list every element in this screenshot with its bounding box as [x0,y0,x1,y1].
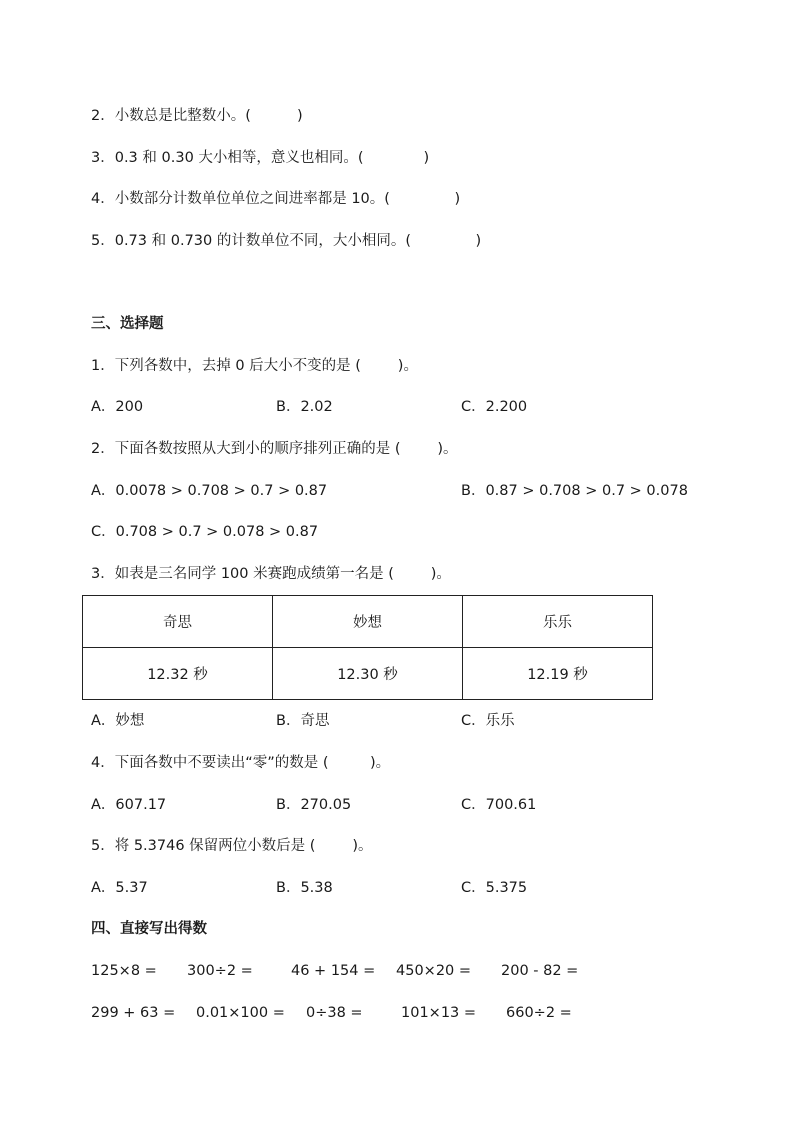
calc-item: 200 - 82 = [501,963,579,979]
question-4-option-a: A．607.17 [91,797,167,813]
judgement-item-2: 2．小数总是比整数小。( ) [91,108,303,124]
question-3-stem: 3．如表是三名同学 100 米赛跑成绩第一名是 ( )。 [91,566,451,582]
table-cell: 12.30 秒 [273,648,463,700]
table-header-cell: 奇思 [83,596,273,648]
question-2-stem: 2．下面各数按照从大到小的顺序排列正确的是 ( )。 [91,441,458,457]
question-4-option-c: C．700.61 [461,797,537,813]
section-heading-choice: 三、选择题 [91,316,164,332]
question-3-option-c: C．乐乐 [461,713,515,729]
question-3-option-b: B．奇思 [276,713,330,729]
judgement-item-5: 5．0.73 和 0.730 的计数单位不同，大小相同。( ) [91,233,482,249]
table-cell: 12.32 秒 [83,648,273,700]
calc-item: 450×20 = [396,963,472,979]
question-5-option-a: A．5.37 [91,880,148,896]
calc-item: 101×13 = [401,1005,477,1021]
table-header-cell: 乐乐 [463,596,653,648]
question-1-stem: 1．下列各数中，去掉 0 后大小不变的是 ( )。 [91,358,418,374]
calc-item: 0÷38 = [306,1005,363,1021]
question-5-option-b: B．5.38 [276,880,333,896]
table-row [83,596,653,648]
calc-item: 299 + 63 = [91,1005,176,1021]
judgement-item-3: 3．0.3 和 0.30 大小相等，意义也相同。( ) [91,150,430,166]
calc-item: 125×8 = [91,963,157,979]
section-heading-calc: 四、直接写出得数 [91,921,207,937]
calc-item: 46 + 154 = [291,963,376,979]
judgement-item-4: 4．小数部分计数单位单位之间进率都是 10。( ) [91,191,461,207]
question-2-option-c: C．0.708 > 0.7 > 0.078 > 0.87 [91,524,319,540]
question-2-option-b: B．0.87 > 0.708 > 0.7 > 0.078 [461,483,688,499]
table-header-cell: 妙想 [273,596,463,648]
table-cell: 12.19 秒 [463,648,653,700]
question-1-option-b: B．2.02 [276,399,333,415]
question-1-option-c: C．2.200 [461,399,528,415]
question-4-stem: 4．下面各数中不要读出“零”的数是 ( )。 [91,755,391,771]
calc-item: 300÷2 = [187,963,253,979]
question-5-stem: 5．将 5.3746 保留两位小数后是 ( )。 [91,838,373,854]
question-5-option-c: C．5.375 [461,880,528,896]
question-1-option-a: A．200 [91,399,144,415]
table-row [83,648,653,700]
calc-item: 0.01×100 = [196,1005,285,1021]
question-2-option-a: A．0.0078 > 0.708 > 0.7 > 0.87 [91,483,328,499]
race-results-table [82,595,653,700]
question-4-option-b: B．270.05 [276,797,352,813]
question-3-option-a: A．妙想 [91,713,145,729]
calc-item: 660÷2 = [506,1005,572,1021]
